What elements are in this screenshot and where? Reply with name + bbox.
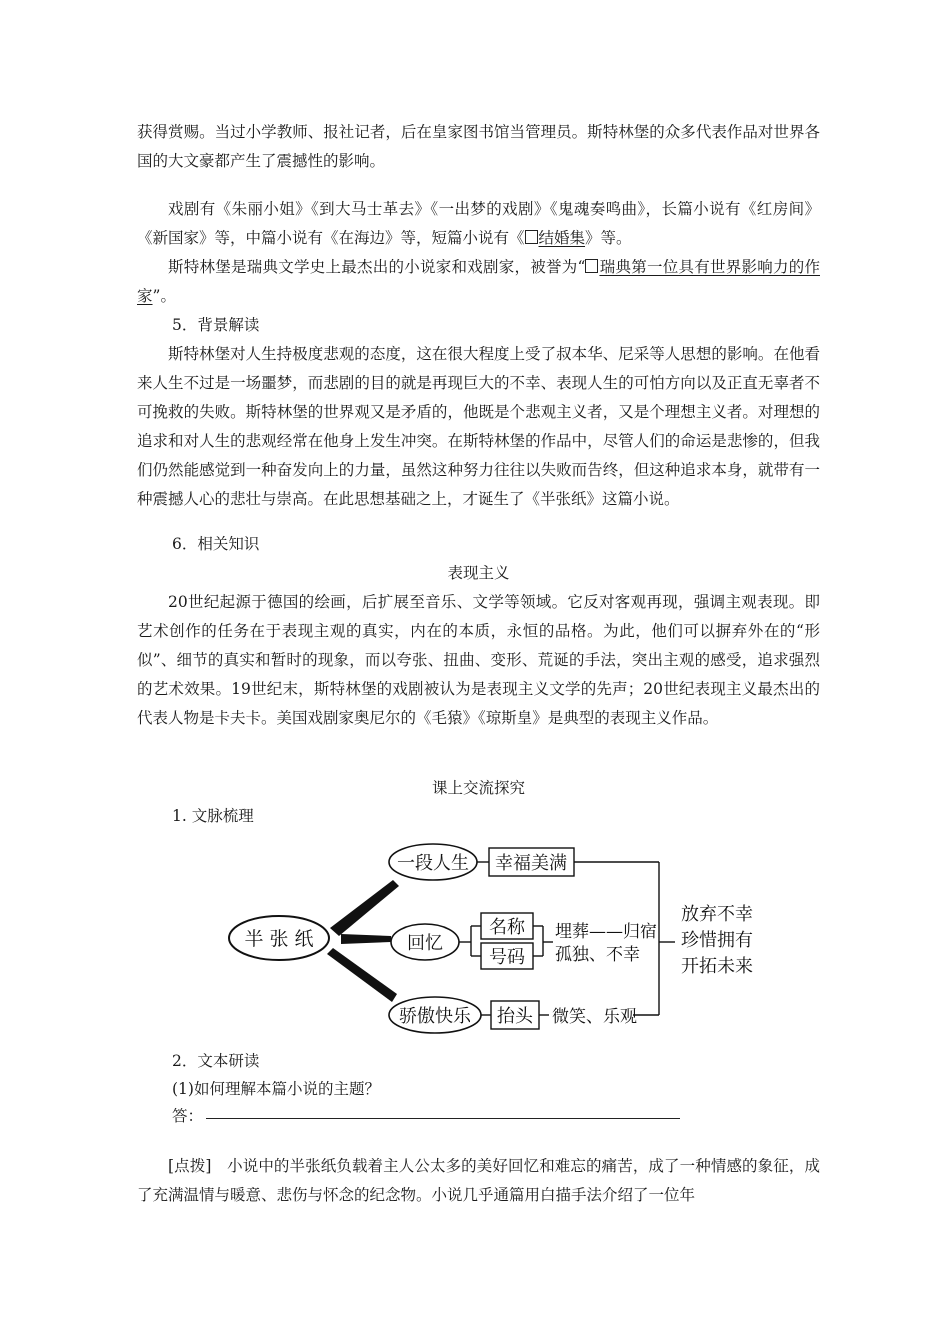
node-bot-label: 骄傲快乐: [399, 1006, 471, 1027]
right-line-1: 放弃不幸: [681, 904, 753, 925]
answer-blank-line: [206, 1118, 680, 1119]
box-name-label: 名称: [489, 917, 525, 938]
hint-text: 小说中的半张纸负载着主人公太多的美好回忆和难忘的痛苦，成了一种情感的象征，成了充满温情与暖意、悲伤与怀念的纪念物。小说几乎通篇用白描手法介绍了一位年: [137, 1157, 820, 1204]
right-line-2: 珍惜拥有: [681, 930, 753, 951]
blank-box-icon: [585, 259, 598, 273]
text-bury: 埋葬——归宿: [555, 922, 657, 942]
text-smile: 微笑、乐观: [552, 1007, 637, 1027]
wedge-bot: [327, 948, 397, 1002]
works-underlined-text: 结婚集: [538, 229, 586, 247]
paragraph-reputation: [137, 253, 820, 311]
paragraph-expressionism: 20世纪起源于德国的绘画，后扩展至音乐、文学等领域。它反对客观再现，强调主观表现。即艺术创作的任务在于表现主观的真实，内在的本质，永恒的品格。为此，他们可以摒弃外在的“形似”、细节的真实和暂时的现象，而以夸张、扭曲、变形、荒诞的手法，突出主观的感受，追求强烈的艺术效果。19世纪末，斯特林堡的戏剧被认为是表现主义文学的先声；20世纪表现主义最杰出的代表人物是卡夫卡。美国戏剧家奥尼尔的《毛猿》《琼斯皇》是典型的表现主义作品。: [137, 593, 820, 727]
wedge-top: [330, 880, 399, 936]
paragraph-hint: [137, 1152, 820, 1210]
answer-label: 答：: [172, 1107, 204, 1125]
text-lonely: 孤独、不幸: [555, 945, 640, 965]
heading-background: 5．背景解读: [172, 316, 260, 334]
works-underlined: [525, 229, 586, 247]
node-top-label: 一段人生: [397, 853, 469, 874]
outline-diagram: [215, 836, 775, 1041]
heading-text-study: 2．文本研读: [172, 1052, 260, 1070]
right-line-3: 开拓未来: [681, 956, 753, 977]
wedge-mid: [341, 934, 391, 944]
center-label: 半 张 纸: [244, 928, 314, 950]
reputation-underlined-text: 瑞典第一位具有世界影响力的作家: [137, 258, 820, 305]
node-mid-label: 回忆: [407, 933, 443, 954]
subtitle-expressionism: 表现主义: [447, 564, 510, 582]
box-top-label: 幸福美满: [495, 853, 567, 874]
heading-knowledge: 6．相关知识: [172, 535, 260, 553]
works-tail: 》等。: [585, 229, 632, 247]
box-raise-label: 抬头: [497, 1006, 533, 1027]
reputation-text: 斯特林堡是瑞典文学史上最杰出的小说家和戏剧家，被誉为“: [168, 258, 586, 276]
heading-outline: 1. 文脉梳理: [172, 807, 254, 825]
section-title: 课上交流探究: [431, 779, 525, 797]
connector-wedges: [327, 880, 399, 1002]
question-1: (1)如何理解本篇小说的主题？: [172, 1080, 380, 1098]
paragraph-intro: 获得赏赐。当过小学教师、报社记者，后在皇家图书馆当管理员。斯特林堡的众多代表作品对世界各国的大文豪都产生了震撼性的影响。: [137, 123, 820, 170]
paragraph-background: 斯特林堡对人生持极度悲观的态度，这在很大程度上受了叔本华、尼采等人思想的影响。在他看来人生不过是一场噩梦，而悲剧的目的就是再现巨大的不幸、表现人生的可怕方向以及正直无辜者不可挽救的失败。斯特林堡的世界观又是矛盾的，他既是个悲观主义者，又是个理想主义者。对理想的追求和对人生的悲观经常在他身上发生冲突。在斯特林堡的作品中，尽管人们的命运是悲惨的，但我们仍然能感觉到一种奋发向上的力量，虽然这种努力往往以失败而告终，但这种追求本身，就带有一种震撼人心的悲壮与崇高。在此思想基础之上，才诞生了《半张纸》这篇小说。: [137, 345, 820, 508]
hint-label: [点拨]: [168, 1157, 212, 1175]
box-number-label: 号码: [489, 947, 525, 968]
blank-box-icon: [525, 230, 538, 244]
reputation-tail: ”。: [152, 287, 176, 305]
paragraph-works: [137, 195, 820, 253]
works-text: 戏剧有《朱丽小姐》《到大马士革去》《一出梦的戏剧》《鬼魂奏鸣曲》，长篇小说有《红房间》《新国家》等，中篇小说有《在海边》等，短篇小说有《: [137, 200, 820, 247]
